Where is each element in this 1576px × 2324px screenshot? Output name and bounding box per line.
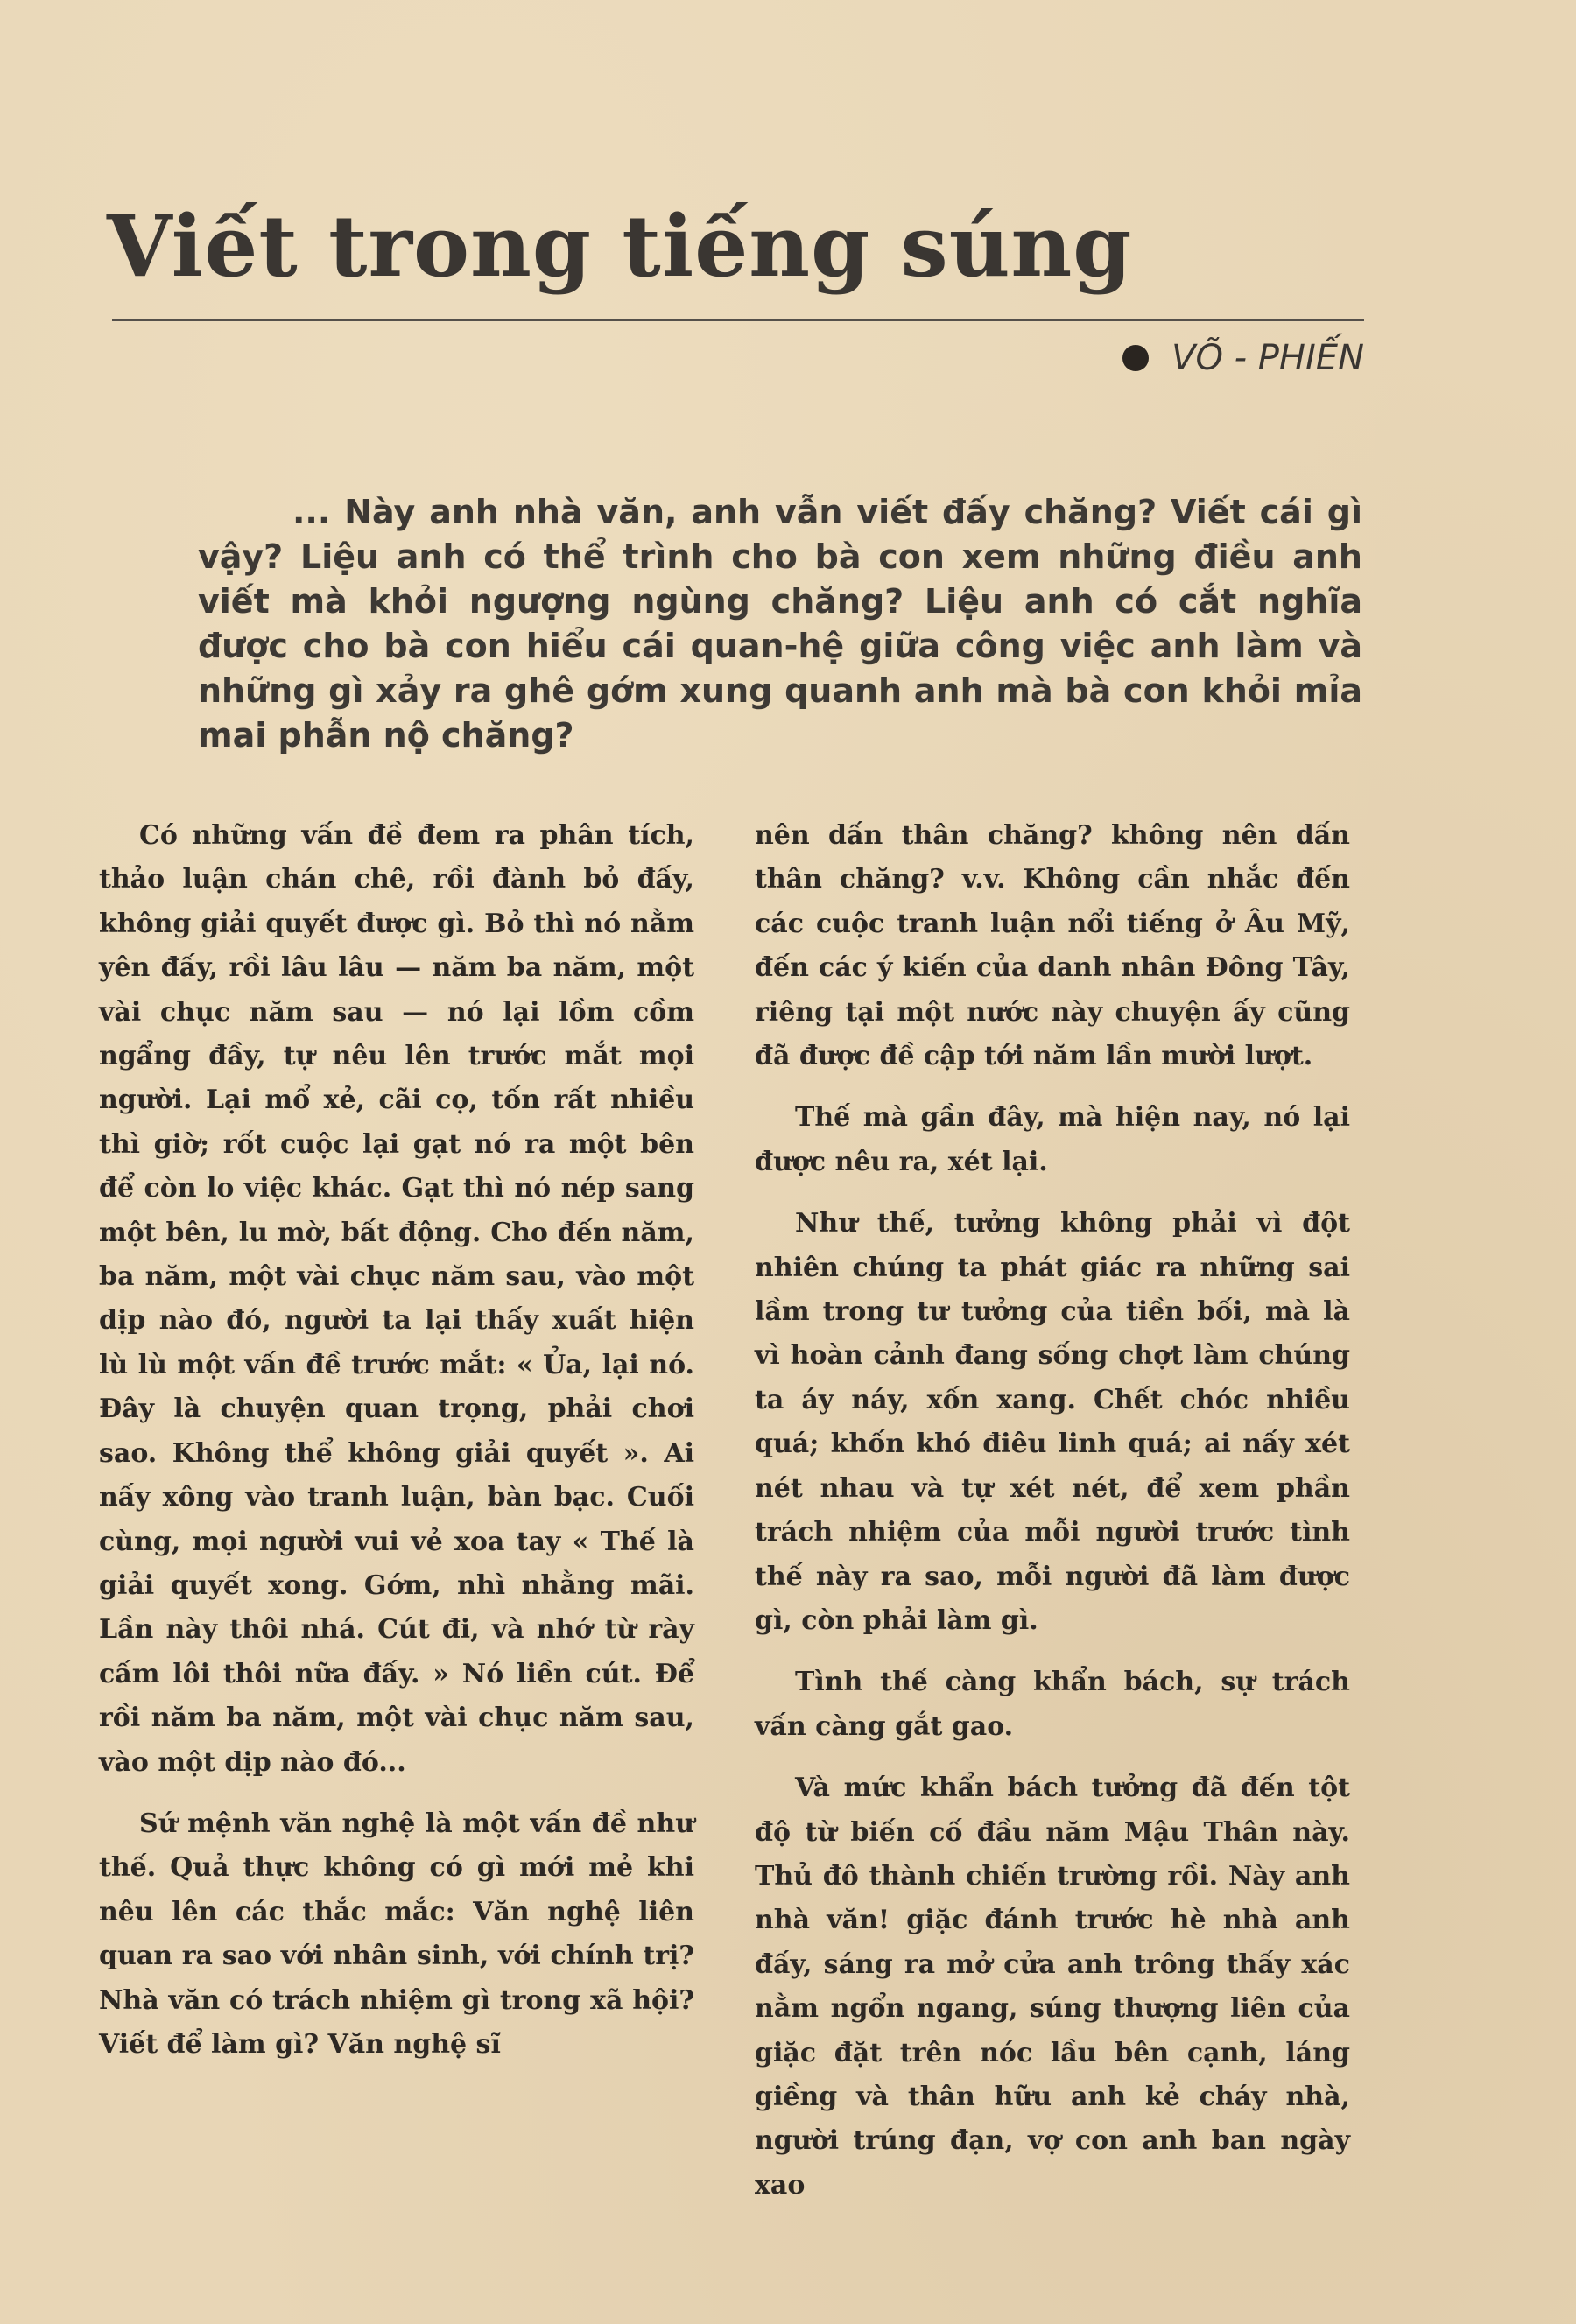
right-column xyxy=(755,814,1350,2208)
bullet-icon xyxy=(1122,345,1149,371)
epigraph: ... Này anh nhà văn, anh vẫn viết đấy chăng? Viết cái gì vậy? Liệu anh có thể trình cho bà con xem những điều anh viết mà khỏi ngượng ngùng chăng? Liệu anh có cắt nghĩa được cho bà con hiểu cái quan-hệ giữa công việc anh làm và những gì xảy ra ghê gớm xung quanh anh mà bà con khỏi mỉa mai phẫn nộ chăng? xyxy=(198,493,1362,755)
left-column xyxy=(99,814,694,2067)
paragraph: Tình thế càng khẩn bách, sự trách vấn càng gắt gao. xyxy=(755,1667,1350,1742)
paragraph-continued: nên dấn thân chăng? không nên dấn thân chăng? v.v. Không cần nhắc đến các cuộc tranh luận nổi tiếng ở Âu Mỹ, đến các ý kiến của danh nhân Đông Tây, riêng tại một nước này chuyện ấy cũng đã được đề cập tới năm lần mười lượt. xyxy=(755,820,1350,1072)
title-divider xyxy=(112,319,1364,321)
paragraph: Thế mà gần đây, mà hiện nay, nó lại được nêu ra, xét lại. xyxy=(755,1102,1350,1177)
article-title: Viết trong tiếng súng xyxy=(107,197,1133,296)
paragraph: Như thế, tưởng không phải vì đột nhiên chúng ta phát giác ra những sai lầm trong tư tưởng của tiền bối, mà là vì hoàn cảnh đang sống chợt làm chúng ta áy náy, xốn xang. Chết chóc nhiều quá; khốn khó điêu linh quá; ai nấy xét nét nhau và tự xét nét, để xem phần trách nhiệm của mỗi người trước tình thế này ra sao, mỗi người đã làm được gì, còn phải làm gì. xyxy=(755,1208,1350,1636)
author-byline xyxy=(1122,338,1364,378)
paragraph: Sứ mệnh văn nghệ là một vấn đề như thế. Quả thực không có gì mới mẻ khi nêu lên các thắc mắc: Văn nghệ liên quan ra sao với nhân sinh, với chính trị? Nhà văn có trách nhiệm gì trong xã hội? Viết để làm gì? Văn nghệ sĩ xyxy=(99,1808,694,2060)
paragraph: Và mức khẩn bách tưởng đã đến tột độ từ biến cố đầu năm Mậu Thân này. Thủ đô thành chiến trường rồi. Này anh nhà văn! giặc đánh trước hè nhà anh đấy, sáng ra mở cửa anh trông thấy xác nằm ngổn ngang, súng thượng liên của giặc đặt trên nóc lầu bên cạnh, láng giềng và thân hữu anh kẻ cháy nhà, người trúng đạn, vợ con anh ban ngày xao xyxy=(755,1773,1350,2201)
author-name: VÕ - PHIẾN xyxy=(1171,338,1364,378)
paragraph: Có những vấn đề đem ra phân tích, thảo luận chán chê, rồi đành bỏ đấy, không giải quyết được gì. Bỏ thì nó nằm yên đấy, rồi lâu lâu — năm ba năm, một vài chục năm sau — nó lại lồm cồm ngẩng đầy, tự nêu lên trước mắt mọi người. Lại mổ xẻ, cãi cọ, tốn rất nhiều thì giờ; rốt cuộc lại gạt nó ra một bên để còn lo việc khác. Gạt thì nó nép sang một bên, lu mờ, bất động. Cho đến năm, ba năm, một vài chục năm sau, vào một dịp nào đó, người ta lại thấy xuất hiện lù lù một vấn đề trước mắt: « Ủa, lại nó. Đây là chuyện quan trọng, phải chơi sao. Không thể không giải quyết ». Ai nấy xông vào tranh luận, bàn bạc. Cuối cùng, mọi người vui vẻ xoa tay « Thế là giải quyết xong. Gớm, nhì nhằng mãi. Lần này thôi nhá. Cút đi, và nhớ từ rày cấm lôi thôi nữa đấy. » Nó liền cút. Để rồi năm ba năm, một vài chục năm sau, vào một dịp nào đó... xyxy=(99,820,694,1778)
